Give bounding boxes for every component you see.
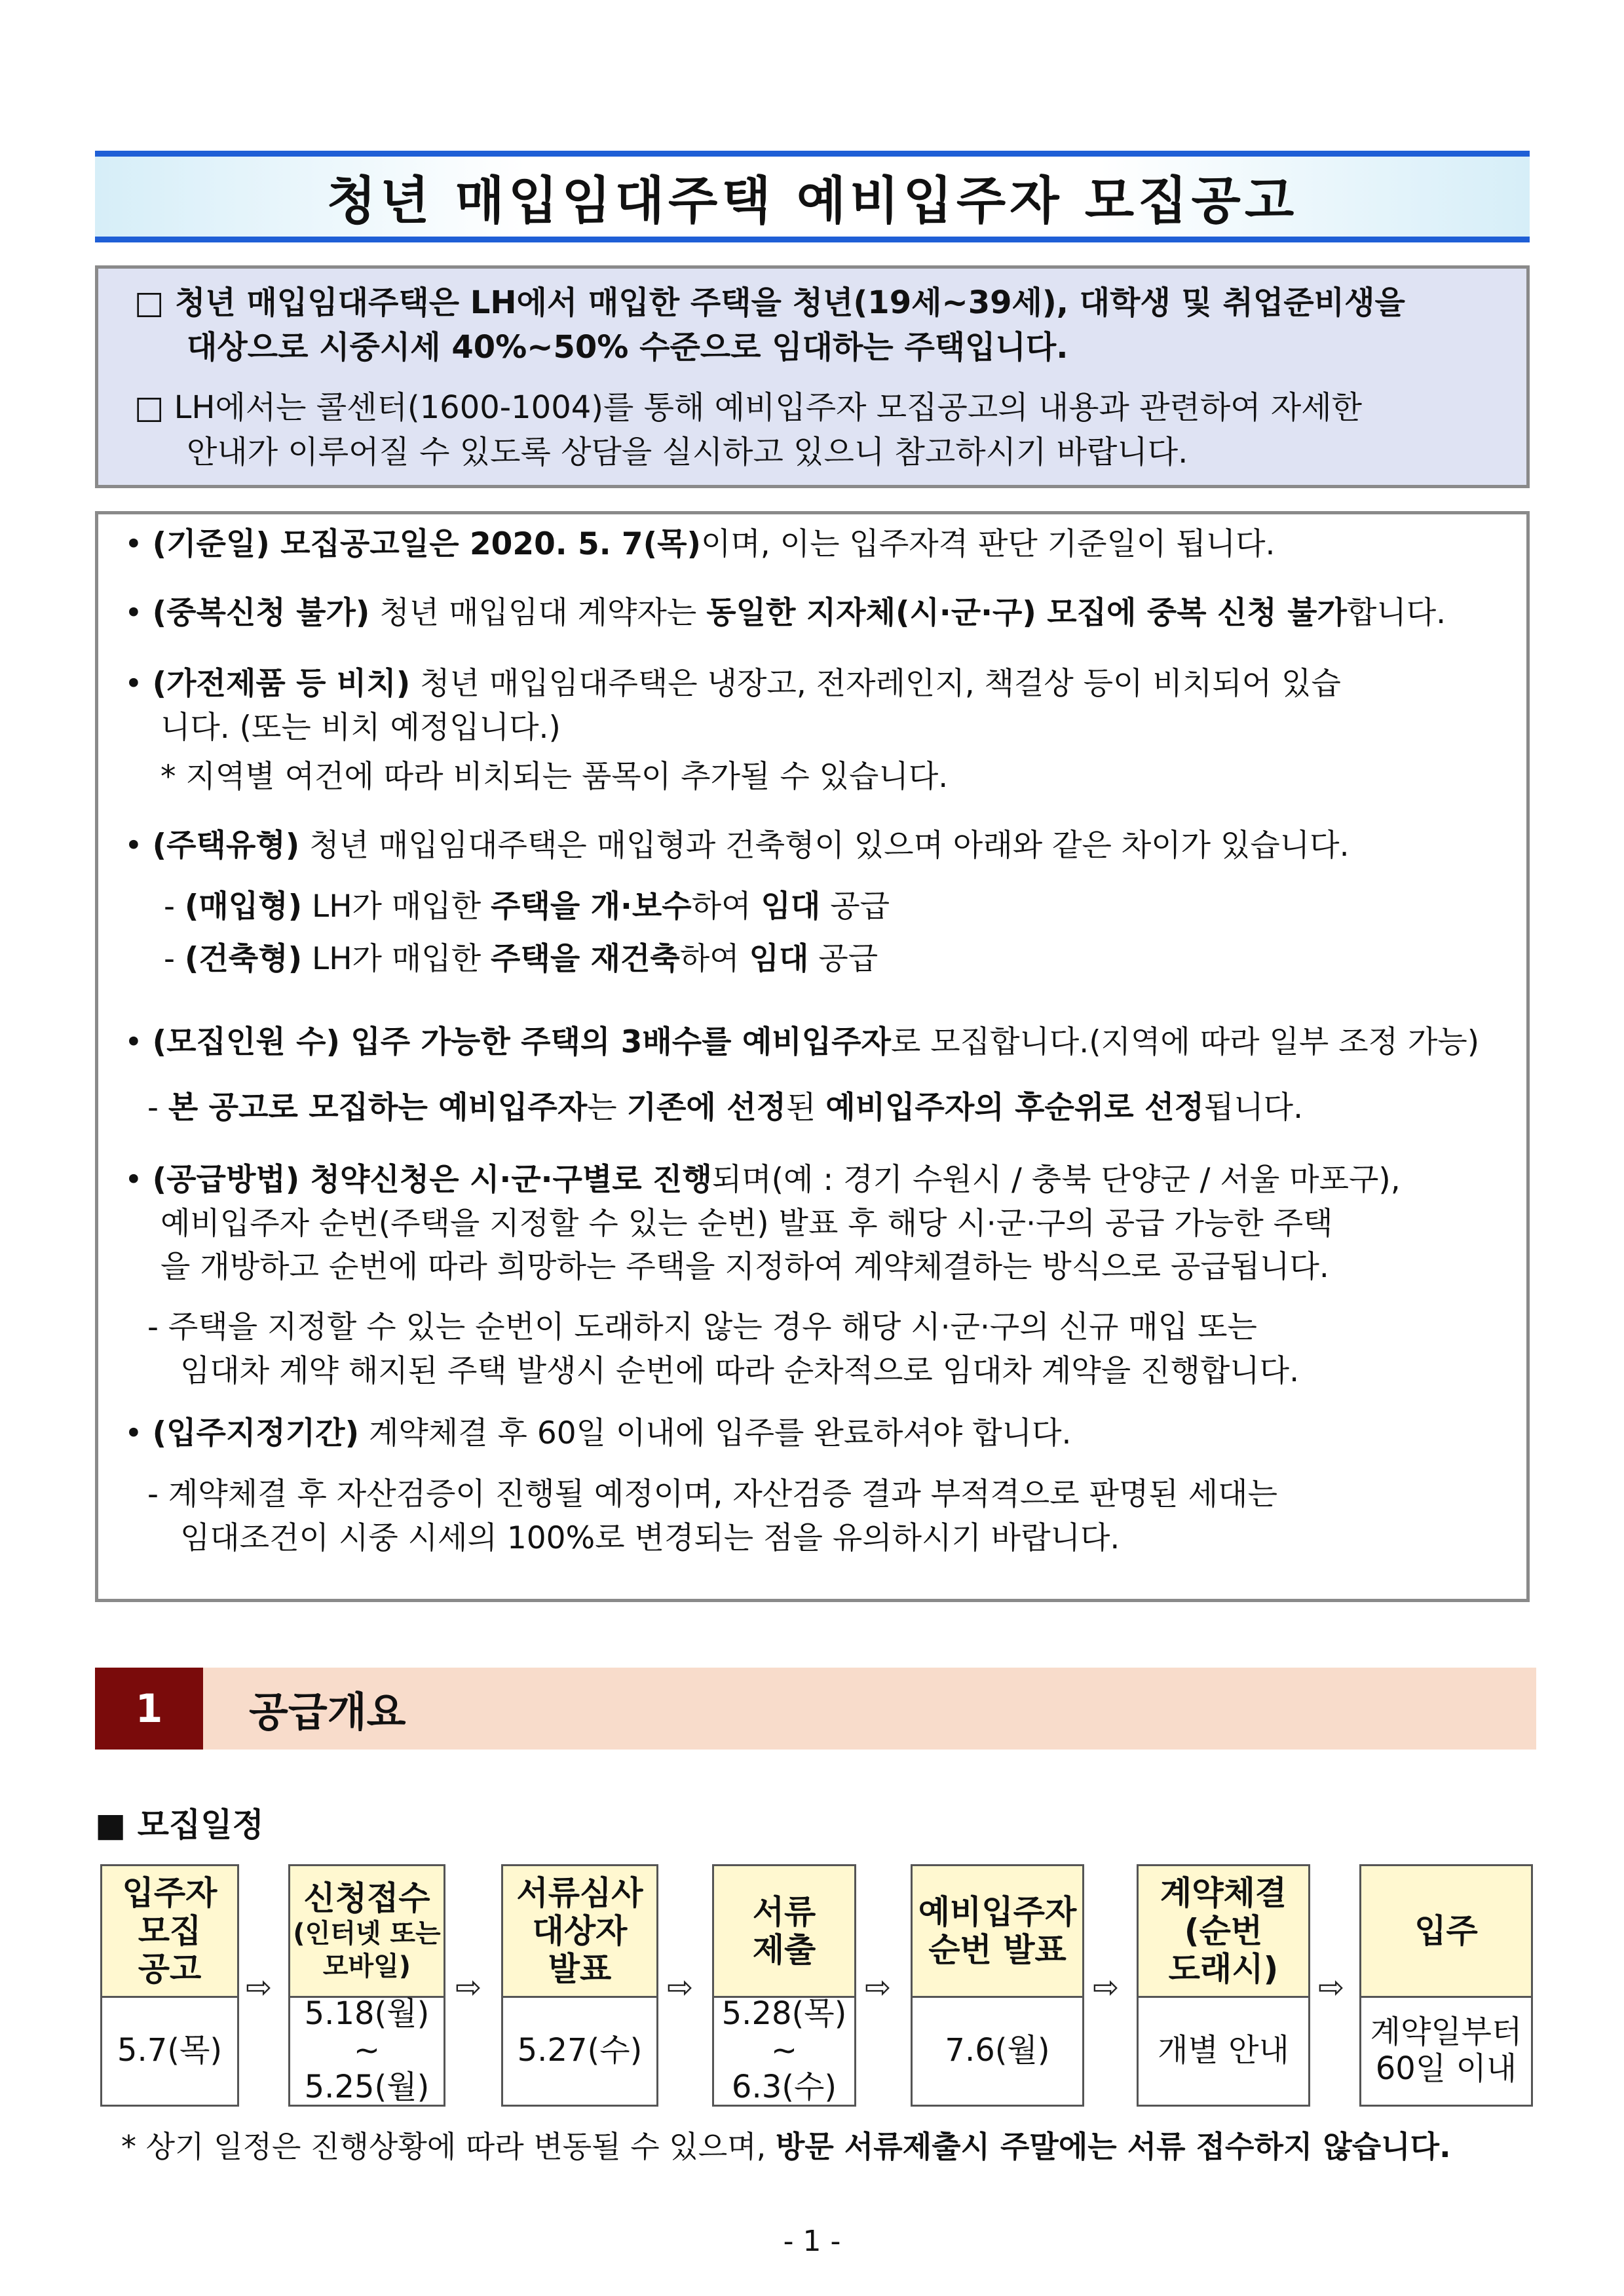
- sub-bold: (매입형): [184, 889, 303, 925]
- schedule-step-4: [712, 1864, 856, 2107]
- sub-bold-3: 임대: [761, 889, 821, 925]
- notice-6-cont-2: 을 개방하고 순번에 따라 희망하는 주택을 지정하여 계약체결하는 방식으로 공급됩니다.: [161, 1249, 1329, 1285]
- step-date-line: 계약일부터: [1370, 2014, 1522, 2050]
- notice-4-sub-2: - (건축형) LH가 매입한 주택을 재건축하여 임대 공급: [164, 941, 878, 977]
- notice-4-text: 청년 매입임대주택은 매입형과 건축형이 있으며 아래와 같은 차이가 있습니다.: [299, 828, 1350, 864]
- step-heading-line: 예비입주자: [918, 1893, 1077, 1931]
- notice-2-bold-2: 동일한 지자체(시·군·구) 모집에 중복 신청 불가: [706, 595, 1347, 631]
- schedule-label: ■ 모집일정: [95, 1806, 264, 1844]
- step-heading: [102, 1866, 237, 1998]
- section-title: 공급개요: [249, 1688, 406, 1736]
- notice-2-bold: (중복신청 불가): [152, 595, 370, 631]
- notice-4-bold: (주택유형): [152, 828, 300, 864]
- step-heading: [290, 1866, 444, 1998]
- intro-line-2a: □ LH에서는 콜센터(1600-1004)를 통해 예비입주자 모집공고의 내용과 관련하여 자세한: [134, 389, 1363, 426]
- step-heading: [913, 1866, 1082, 1998]
- step-heading-line: (순번: [1184, 1912, 1263, 1950]
- notice-7: • (입주지정기간) 계약체결 후 60일 이내에 입주를 완료하셔야 합니다.: [124, 1415, 1072, 1451]
- sub-text-2: 하여: [679, 941, 749, 977]
- schedule-step-1: [100, 1864, 239, 2107]
- sub-text: LH가 매입한: [302, 889, 491, 925]
- step-date-line: 6.3(수): [731, 2069, 837, 2105]
- step-date-line: 60일 이내: [1375, 2050, 1517, 2087]
- page-title: 청년 매입임대주택 예비입주자 모집공고: [326, 172, 1298, 231]
- step-date: [1139, 1996, 1308, 2105]
- sub-text-2: 된: [785, 1090, 826, 1126]
- step-date-line: ~: [770, 2032, 798, 2069]
- page-number: - 1 -: [783, 2225, 841, 2258]
- title-banner: [95, 151, 1530, 242]
- step-heading-line: 입주: [1414, 1912, 1478, 1950]
- step-date-line: ~: [353, 2032, 381, 2069]
- step-date-line: 5.27(수): [517, 2032, 643, 2069]
- step-date-line: 5.7(목): [117, 2032, 223, 2069]
- sub-bold-2: 주택을 재건축: [491, 941, 680, 977]
- step-heading-line: 모바일): [322, 1951, 411, 1981]
- intro-line-1b: 대상으로 시중시세 40%~50% 수준으로 임대하는 주택입니다.: [187, 329, 1068, 366]
- step-date-line: 5.25(월): [304, 2069, 430, 2105]
- notice-2: • (중복신청 불가) 청년 매입임대 계약자는 동일한 지자체(시·군·구) 모집에 중복 신청 불가합니다.: [124, 595, 1446, 631]
- step-date: [290, 1996, 444, 2105]
- notice-1: • (기준일) 모집공고일은 2020. 5. 7(목)이며, 이는 입주자격 판단 기준일이 됩니다.: [124, 526, 1275, 562]
- section-header: [95, 1668, 1536, 1750]
- step-heading-line: 계약체결: [1160, 1874, 1287, 1912]
- intro-line-2b: 안내가 이루어질 수 있도록 상담을 실시하고 있으니 참고하시기 바랍니다.: [187, 434, 1188, 470]
- notice-5: • (모집인원 수) 입주 가능한 주택의 3배수를 예비입주자로 모집합니다.(지역에 따라 일부 조정 가능): [124, 1024, 1480, 1060]
- step-date-line: 5.18(월): [304, 1995, 430, 2032]
- schedule-step-7: [1359, 1864, 1533, 2107]
- notice-box: [95, 511, 1530, 1602]
- schedule-note-text: * 상기 일정은 진행상황에 따라 변동될 수 있으며,: [121, 2129, 776, 2164]
- notice-1-text: 이며, 이는 입주자격 판단 기준일이 됩니다.: [701, 526, 1275, 562]
- notice-5-sub: - 본 공고로 모집하는 예비입주자는 기존에 선정된 예비입주자의 후순위로 선정됩니다.: [147, 1090, 1304, 1126]
- sub-bold-2: 기존에 선정: [626, 1090, 786, 1126]
- notice-6: • (공급방법) 청약신청은 시·군·구별로 진행되며(예 : 경기 수원시 / 충북 단양군 / 서울 마포구),: [124, 1162, 1401, 1198]
- arrow-icon: ⇨: [865, 1969, 892, 2006]
- sub-bold: (건축형): [184, 941, 303, 977]
- step-date: [714, 1996, 854, 2105]
- step-date: [913, 1996, 1082, 2105]
- intro-line-1a: □ 청년 매입임대주택은 LH에서 매입한 주택을 청년(19세~39세), 대학생 및 취업준비생을: [134, 284, 1405, 321]
- section-number: 1: [95, 1668, 203, 1750]
- step-date-line: 개별 안내: [1158, 2032, 1289, 2069]
- step-heading-line: (인터넷 또는: [293, 1919, 441, 1949]
- step-heading: [1361, 1866, 1531, 1998]
- step-heading-line: 서류: [752, 1893, 816, 1931]
- step-heading-line: 발표: [548, 1950, 612, 1988]
- sub-text: LH가 매입한: [302, 941, 491, 977]
- step-heading-line: 도래시): [1168, 1950, 1279, 1988]
- notice-7-text: 계약체결 후 60일 이내에 입주를 완료하셔야 합니다.: [359, 1415, 1072, 1451]
- notice-4: • (주택유형) 청년 매입임대주택은 매입형과 건축형이 있으며 아래와 같은 차이가 있습니다.: [124, 828, 1350, 864]
- notice-1-bold: (기준일) 모집공고일은 2020. 5. 7(목): [152, 526, 701, 562]
- step-heading-line: 공고: [138, 1950, 202, 1988]
- step-date-line: 5.28(목): [721, 1995, 847, 2032]
- sub-text-3: 됩니다.: [1203, 1090, 1304, 1126]
- sub-text-3: 공급: [820, 889, 890, 925]
- step-date: [102, 1996, 237, 2105]
- sub-bold-3: 예비입주자의 후순위로 선정: [825, 1090, 1204, 1126]
- sub-bold-3: 임대: [749, 941, 809, 977]
- notice-3-bold: (가전제품 등 비치): [152, 666, 411, 702]
- notice-6-bold: (공급방법) 청약신청은 시·군·구별로 진행: [152, 1162, 712, 1198]
- arrow-icon: ⇨: [1093, 1969, 1120, 2006]
- notice-4-sub-1: - (매입형) LH가 매입한 주택을 개·보수하여 임대 공급: [164, 889, 890, 925]
- step-heading-line: 순번 발표: [928, 1931, 1067, 1969]
- sub-bold: 본 공고로 모집하는 예비입주자: [168, 1090, 588, 1126]
- schedule-note-bold: 방문 서류제출시 주말에는 서류 접수하지 않습니다.: [775, 2129, 1451, 2164]
- intro-box: [95, 265, 1530, 488]
- arrow-icon: ⇨: [455, 1969, 482, 2006]
- notice-2-text-2: 합니다.: [1346, 595, 1446, 631]
- step-heading: [1139, 1866, 1308, 1998]
- notice-7-sub-1: - 계약체결 후 자산검증이 진행될 예정이며, 자산검증 결과 부적격으로 판명된 세대는: [147, 1476, 1277, 1512]
- schedule-note: [121, 2123, 1451, 2166]
- notice-5-bold: (모집인원 수) 입주 가능한 주택의 3배수를 예비입주자: [152, 1024, 891, 1060]
- step-heading-line: 제출: [752, 1931, 816, 1969]
- sub-bold-2: 주택을 개·보수: [491, 889, 692, 925]
- arrow-icon: ⇨: [246, 1969, 273, 2006]
- schedule-step-2: [288, 1864, 445, 2107]
- arrow-icon: ⇨: [1318, 1969, 1345, 2006]
- step-heading-line: 신청접수: [303, 1879, 430, 1917]
- schedule-step-6: [1137, 1864, 1310, 2107]
- sub-text-3: 공급: [808, 941, 878, 977]
- notice-7-sub-2: 임대조건이 시중 시세의 100%로 변경되는 점을 유의하시기 바랍니다.: [180, 1520, 1120, 1556]
- step-date-line: 7.6(월): [945, 2032, 1050, 2069]
- step-date: [503, 1996, 656, 2105]
- notice-3-text: 청년 매입임대주택은 냉장고, 전자레인지, 책걸상 등이 비치되어 있습: [410, 666, 1341, 702]
- notice-3-note: * 지역별 여건에 따라 비치되는 품목이 추가될 수 있습니다.: [161, 759, 949, 795]
- notice-3: • (가전제품 등 비치) 청년 매입임대주택은 냉장고, 전자레인지, 책걸상 등이 비치되어 있습: [124, 666, 1341, 702]
- notice-6-sub-2: 임대차 계약 해지된 주택 발생시 순번에 따라 순차적으로 임대차 계약을 진행합니다.: [180, 1353, 1300, 1389]
- sub-text-2: 하여: [691, 889, 761, 925]
- step-heading-line: 모집: [138, 1912, 202, 1950]
- notice-3-cont: 니다. (또는 비치 예정입니다.): [161, 710, 561, 746]
- arrow-icon: ⇨: [667, 1969, 694, 2006]
- notice-6-sub-1: - 주택을 지정할 수 있는 순번이 도래하지 않는 경우 해당 시·군·구의 신규 매입 또는: [147, 1309, 1257, 1345]
- step-heading: [714, 1866, 854, 1998]
- sub-text: 는: [587, 1090, 627, 1126]
- notice-6-text: 되며(예 : 경기 수원시 / 충북 단양군 / 서울 마포구),: [711, 1162, 1401, 1198]
- step-heading-line: 서류심사: [516, 1874, 643, 1912]
- notice-7-bold: (입주지정기간): [152, 1415, 360, 1451]
- notice-5-text: 로 모집합니다.(지역에 따라 일부 조정 가능): [890, 1024, 1480, 1060]
- step-date: [1361, 1996, 1531, 2105]
- step-heading-line: 대상자: [532, 1912, 628, 1950]
- step-heading-line: 입주자: [122, 1874, 217, 1912]
- schedule-step-3: [501, 1864, 658, 2107]
- step-heading: [503, 1866, 656, 1998]
- schedule-step-5: [911, 1864, 1084, 2107]
- notice-6-cont-1: 예비입주자 순번(주택을 지정할 수 있는 순번) 발표 후 해당 시·군·구의 공급 가능한 주택: [161, 1206, 1333, 1242]
- notice-2-text: 청년 매입임대 계약자는: [369, 595, 707, 631]
